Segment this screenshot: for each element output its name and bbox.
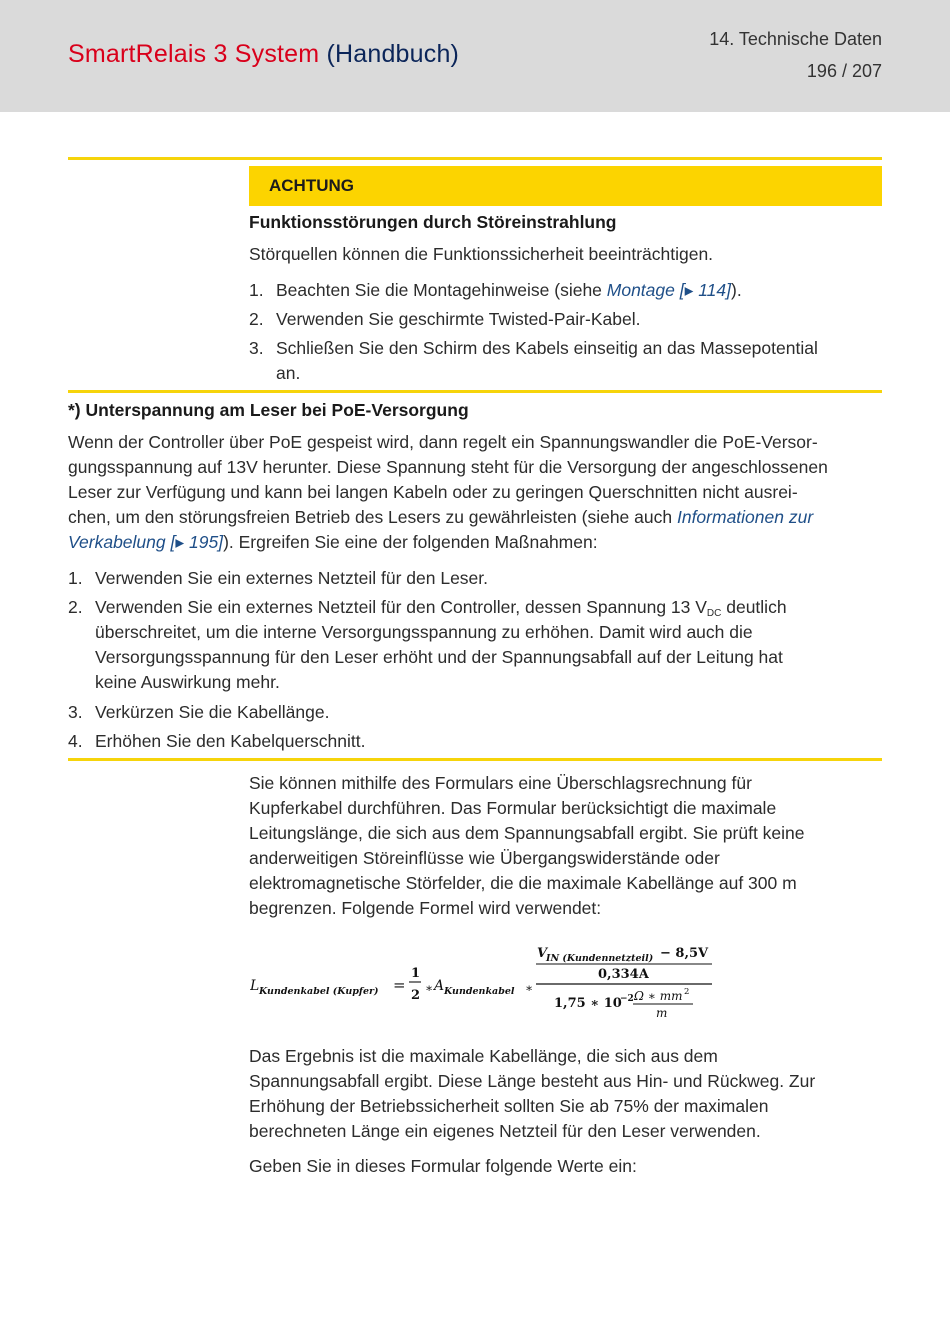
cabling-link-part2[interactable]: Verkabelung [▸ 195] [68, 532, 224, 552]
calc-paragraph-line: Sie können mithilfe des Formulars eine Überschlagsrechnung für [249, 773, 752, 793]
poe-item: Erhöhen Sie den Kabelquerschnitt. [95, 731, 366, 751]
formula-a-subscript: Kundenkabel [444, 986, 515, 997]
notice-step-number: 2. [249, 309, 264, 329]
notice-label-bar [249, 166, 882, 206]
formula-equals: = [393, 976, 406, 994]
poe-item-number: 4. [68, 731, 83, 751]
dc-subscript: DC [706, 608, 722, 619]
calc-paragraph-line: elektromagnetische Störfelder, die die maximale Kabellänge auf 300 m [249, 873, 797, 893]
poe-paragraph-line: Leser zur Verfügung und kann bei langen Kabeln oder zu geringen Querschnitten nicht ausrei- [68, 482, 798, 502]
poe-item-continued: keine Auswirkung mehr. [95, 672, 280, 692]
montage-link[interactable]: Montage [▸ 114] [606, 280, 732, 300]
formula-exponent: −2 [620, 994, 634, 1004]
formula-ohm-denominator: m [656, 1006, 668, 1020]
formula-vin: V [537, 946, 548, 961]
page-number: 196 / 207 [806, 61, 882, 81]
document-title [68, 40, 459, 69]
formula-a: A [434, 978, 445, 994]
formula-ohm-numerator: Ω ∗ mm [634, 989, 683, 1003]
poe-item-continued: überschreitet, um die interne Versorgungsspannung zu erhöhen. Damit wird auch die [95, 622, 753, 642]
notice-step-text: Beachten Sie die Montagehinweise (siehe [276, 280, 607, 300]
notice-step-text-end: ). [731, 280, 742, 300]
poe-item-number: 2. [68, 597, 83, 617]
notice-intro: Störquellen können die Funktionssicherheit beeinträchtigen. [249, 244, 714, 264]
formula-multiply: ∗ [525, 981, 534, 995]
page-header [0, 0, 950, 112]
formula-l-subscript: Kundenkabel (Kupfer) [259, 986, 379, 997]
section-title: 14. Technische Daten [709, 29, 882, 49]
poe-paragraph-line: Wenn der Controller über PoE gespeist wird, dann regelt ein Spannungswandler die PoE-Versor- [68, 432, 818, 452]
poe-item-continued: Versorgungsspannung für den Leser erhöht und der Spannungsabfall auf der Leitung hat [95, 647, 783, 667]
notice-step: Schließen Sie den Schirm des Kabels einseitig an das Massepotential [276, 338, 818, 358]
formula-l: L [250, 978, 260, 994]
calc-paragraph-line: Leitungslänge, die sich aus dem Spannungsabfall ergibt. Sie prüft keine [249, 823, 805, 843]
poe-item-text-end: deutlich [721, 597, 787, 617]
formula-multiply: ∗ [425, 981, 434, 995]
formula-current: 0,334A [598, 967, 649, 982]
poe-item-number: 3. [68, 702, 83, 722]
result-paragraph-line: Spannungsabfall ergibt. Diese Länge besteht aus Hin- und Rückweg. Zur [249, 1071, 816, 1091]
calc-paragraph-line: anderweitigen Störeinflüsse wie Übergangswiderstände oder [249, 848, 720, 868]
poe-paragraph-text: chen, um den störungsfreien Betrieb des Lesers zu gewährleisten (siehe auch [68, 507, 677, 527]
notice-top-rule [68, 157, 882, 160]
result-paragraph-line: Erhöhung der Betriebssicherheit sollten Sie ab 75% der maximalen [249, 1096, 769, 1116]
formula-half-numerator: 1 [411, 966, 421, 981]
brand-name: SmartRelais 3 System [68, 40, 320, 68]
poe-item-number: 1. [68, 568, 83, 588]
cabling-link-part1[interactable]: Informationen zur [676, 507, 814, 527]
poe-item: Verwenden Sie ein externes Netzteil für den Leser. [95, 568, 489, 588]
calc-paragraph-line: Kupferkabel durchführen. Das Formular berücksichtigt die maximale [249, 798, 777, 818]
formula-resistivity: 1,75 ∗ 10 [554, 996, 622, 1011]
notice-bottom-rule [68, 390, 882, 393]
closing-paragraph: Geben Sie in dieses Formular folgende Werte ein: [249, 1156, 637, 1176]
poe-heading: *) Unterspannung am Leser bei PoE-Versorgung [68, 400, 469, 420]
cable-length-formula [250, 940, 720, 1022]
formula-square: 2 [684, 987, 690, 997]
formula-vin-subscript: IN (Kundennetzteil) [546, 953, 654, 964]
notice-step [276, 278, 742, 303]
notice-step-number: 1. [249, 280, 264, 300]
poe-paragraph-line: gungsspannung auf 13V herunter. Diese Spannung steht für die Versorgung der angeschlossenen [68, 457, 828, 477]
poe-paragraph-line [68, 505, 813, 530]
notice-label: ACHTUNG [269, 176, 354, 195]
formula-minus-voltage: − 8,5V [660, 946, 709, 961]
notice-title: Funktionsstörungen durch Störeinstrahlung [249, 212, 617, 232]
notice-step: Verwenden Sie geschirmte Twisted-Pair-Kabel. [276, 309, 641, 329]
poe-bottom-rule [68, 758, 882, 761]
notice-step-continued: an. [276, 363, 301, 383]
result-paragraph-line: berechneten Länge ein eigenes Netzteil für den Leser verwenden. [249, 1121, 761, 1141]
calc-paragraph-line: begrenzen. Folgende Formel wird verwendet: [249, 898, 602, 918]
poe-paragraph-text: ). Ergreifen Sie eine der folgenden Maßnahmen: [223, 532, 598, 552]
result-paragraph-line: Das Ergebnis ist die maximale Kabellänge, die sich aus dem [249, 1046, 718, 1066]
formula-graphic [250, 940, 720, 1022]
notice-step-number: 3. [249, 338, 264, 358]
poe-paragraph-line [68, 530, 598, 555]
poe-item: Verkürzen Sie die Kabellänge. [95, 702, 330, 722]
brand-subtitle: (Handbuch) [326, 40, 460, 68]
formula-half-denominator: 2 [411, 988, 421, 1003]
poe-item-text: Verwenden Sie ein externes Netzteil für den Controller, dessen Spannung 13 V [95, 597, 707, 617]
